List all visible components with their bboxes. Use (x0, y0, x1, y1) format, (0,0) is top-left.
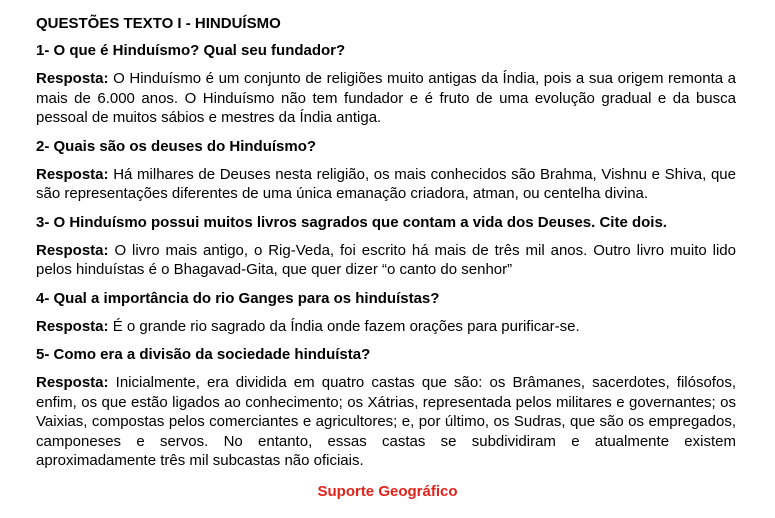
answer-1 (36, 69, 736, 128)
answer-text: Inicialmente, era dividida em quatro castas que são: os Brâmanes, sacerdotes, filósofos, enfim, os que estão ligados ao conhecimento; os Xátrias, representada pelos militares e governantes; os Vaixias, compostas pelos comerciantes e agricultores; e, por último, os Sudras, que são os empregados, camponeses e servos. No entanto, essas castas se subdividiram e atualmente existem aproximadamente três mil subcastas não oficiais. (36, 374, 736, 469)
answer-label: Resposta: (36, 241, 109, 259)
answer-3 (36, 241, 736, 280)
answer-label: Resposta: (36, 70, 109, 87)
answer-text: É o grande rio sagrado da Índia onde fazem orações para purificar-se. (112, 317, 580, 335)
answer-text: O livro mais antigo, o Rig-Veda, foi escrito há mais de três mil anos. Outro livro muito lido pelos hinduístas é o Bhagavad-Gita, que quer dizer “o canto do senhor” (36, 241, 736, 278)
question-1: 1- O que é Hinduísmo? Qual seu fundador? (36, 42, 346, 59)
question-5: 5- Como era a divisão da sociedade hinduísta? (36, 346, 371, 363)
answer-text: Há milhares de Deuses nesta religião, os mais conhecidos são Brahma, Vishnu e Shiva, que são representações diferentes de uma única emanação criadora, atman, ou centelha divina. (36, 165, 736, 202)
answer-label: Resposta: (36, 317, 109, 335)
answer-2 (36, 165, 736, 204)
question-2: 2- Quais são os deuses do Hinduísmo? (36, 137, 317, 155)
answer-label: Resposta: (36, 374, 109, 391)
question-4: 4- Qual a importância do rio Ganges para os hinduístas? (36, 289, 440, 307)
document-page (36, 14, 736, 480)
question-3: 3- O Hinduísmo possui muitos livros sagrados que contam a vida dos Deuses. Cite dois. (36, 213, 667, 231)
footer-credit: Suporte Geográfico (317, 483, 458, 500)
answer-text: O Hinduísmo é um conjunto de religiões muito antigas da Índia, pois a sua origem remonta a mais de 6.000 anos. O Hinduísmo não tem fundador e é fruto de uma evolução gradual e da busca pessoal de muitos sábios e mestres da Índia antiga. (36, 70, 737, 126)
answer-5 (36, 373, 736, 471)
document-title: QUESTÕES TEXTO I - HINDUÍSMO (36, 15, 281, 32)
answer-label: Resposta: (36, 165, 109, 183)
answer-4 (36, 317, 736, 337)
